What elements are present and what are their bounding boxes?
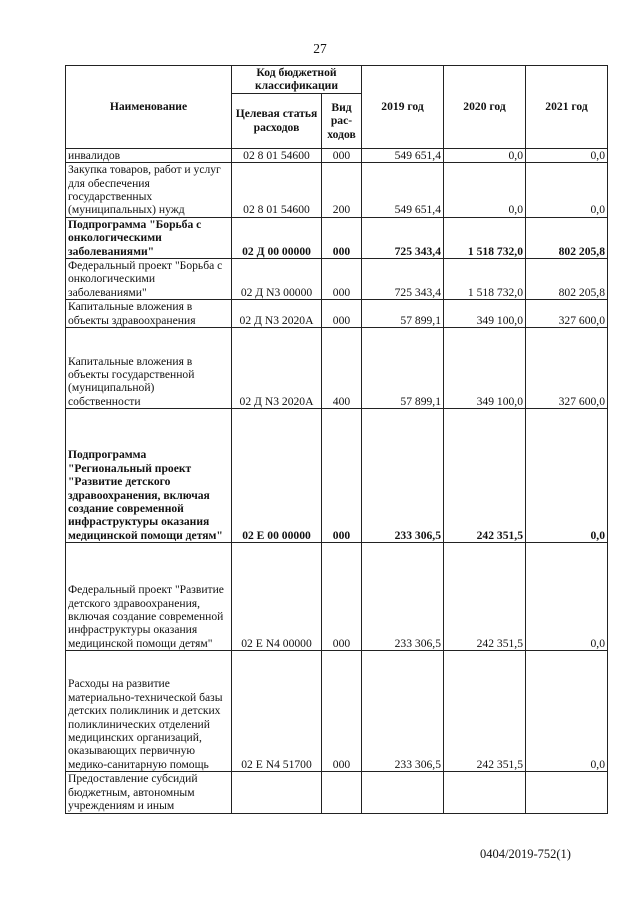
row-value-2020 — [444, 772, 526, 813]
table-row — [66, 148, 608, 162]
row-expense-type — [322, 772, 362, 813]
row-value-2019: 549 651,4 — [362, 163, 444, 218]
table-row — [66, 259, 608, 300]
row-value-2019: 57 899,1 — [362, 328, 444, 409]
row-value-2021: 0,0 — [526, 651, 608, 772]
row-target-code: 02 8 01 54600 — [232, 148, 322, 162]
header-2020: 2020 год — [444, 66, 526, 149]
row-value-2021: 327 600,0 — [526, 300, 608, 328]
row-target-code: 02 Д 00 00000 — [232, 217, 322, 258]
header-2019: 2019 год — [362, 66, 444, 149]
row-name: Федеральный проект "Развитие детского здравоохранения, включая создание современной инфраструктуры оказания медицинской помощи детям" — [66, 543, 232, 651]
row-target-code: 02 Д N3 00000 — [232, 259, 322, 300]
row-name: Капитальные вложения в объекты государственной (муниципальной) собственности — [66, 328, 232, 409]
row-target-code: 02 Е 00 00000 — [232, 409, 322, 543]
row-value-2021 — [526, 772, 608, 813]
row-value-2020: 0,0 — [444, 148, 526, 162]
table-row — [66, 300, 608, 328]
table-row — [66, 163, 608, 218]
row-expense-type: 000 — [322, 409, 362, 543]
page-number: 27 — [313, 41, 327, 56]
row-target-code: 02 Д N3 2020А — [232, 328, 322, 409]
row-name: Расходы на развитие материально-технической базы детских поликлиник и детских поликлинических отделений медицинских организаций, оказывающих первичную медико-санитарную помощь — [66, 651, 232, 772]
row-target-code: 02 8 01 54600 — [232, 163, 322, 218]
document-code: 0404/2019-752(1) — [480, 847, 571, 861]
row-value-2021: 802 205,8 — [526, 217, 608, 258]
table-row — [66, 328, 608, 409]
row-value-2021: 327 600,0 — [526, 328, 608, 409]
row-value-2021: 0,0 — [526, 148, 608, 162]
row-target-code: 02 Е N4 00000 — [232, 543, 322, 651]
header-name: Наименование — [66, 66, 232, 149]
table-row — [66, 217, 608, 258]
row-value-2021: 0,0 — [526, 163, 608, 218]
row-value-2020: 349 100,0 — [444, 300, 526, 328]
table-row — [66, 651, 608, 772]
table-row — [66, 772, 608, 813]
row-value-2021: 0,0 — [526, 543, 608, 651]
row-value-2019: 725 343,4 — [362, 217, 444, 258]
row-expense-type: 000 — [322, 543, 362, 651]
row-value-2019 — [362, 772, 444, 813]
row-name: инвалидов — [66, 148, 232, 162]
row-expense-type: 000 — [322, 651, 362, 772]
row-value-2020: 242 351,5 — [444, 543, 526, 651]
row-name: Подпрограмма "Борьба с онкологическими заболеваниями" — [66, 217, 232, 258]
row-expense-type: 400 — [322, 328, 362, 409]
row-value-2019: 233 306,5 — [362, 409, 444, 543]
row-value-2021: 802 205,8 — [526, 259, 608, 300]
row-value-2020: 1 518 732,0 — [444, 259, 526, 300]
row-expense-type: 000 — [322, 148, 362, 162]
row-expense-type: 200 — [322, 163, 362, 218]
header-2021: 2021 год — [526, 66, 608, 149]
row-value-2020: 242 351,5 — [444, 409, 526, 543]
header-expense-type: Вид рас-ходов — [322, 93, 362, 148]
row-value-2019: 725 343,4 — [362, 259, 444, 300]
row-value-2021: 0,0 — [526, 409, 608, 543]
row-name: Подпрограмма "Региональный проект "Развитие детского здравоохранения, включая создание современной инфраструктуры оказания медицинской помощи детям" — [66, 409, 232, 543]
row-value-2020: 242 351,5 — [444, 651, 526, 772]
row-value-2019: 549 651,4 — [362, 148, 444, 162]
header-classification: Код бюджетной классификации — [232, 66, 362, 94]
row-expense-type: 000 — [322, 259, 362, 300]
row-target-code: 02 Д N3 2020А — [232, 300, 322, 328]
row-name: Закупка товаров, работ и услуг для обеспечения государственных (муниципальных) нужд — [66, 163, 232, 218]
row-name: Предоставление субсидий бюджетным, автономным учреждениям и иным — [66, 772, 232, 813]
row-value-2020: 1 518 732,0 — [444, 217, 526, 258]
row-value-2019: 233 306,5 — [362, 543, 444, 651]
row-name: Капитальные вложения в объекты здравоохранения — [66, 300, 232, 328]
row-value-2019: 233 306,5 — [362, 651, 444, 772]
table-row — [66, 409, 608, 543]
budget-table — [65, 65, 608, 814]
row-name: Федеральный проект "Борьба с онкологическими заболеваниями" — [66, 259, 232, 300]
row-target-code — [232, 772, 322, 813]
row-expense-type: 000 — [322, 300, 362, 328]
row-expense-type: 000 — [322, 217, 362, 258]
table-row — [66, 543, 608, 651]
row-value-2020: 0,0 — [444, 163, 526, 218]
row-value-2020: 349 100,0 — [444, 328, 526, 409]
row-target-code: 02 Е N4 51700 — [232, 651, 322, 772]
header-target-article: Целевая статья расходов — [232, 93, 322, 148]
row-value-2019: 57 899,1 — [362, 300, 444, 328]
